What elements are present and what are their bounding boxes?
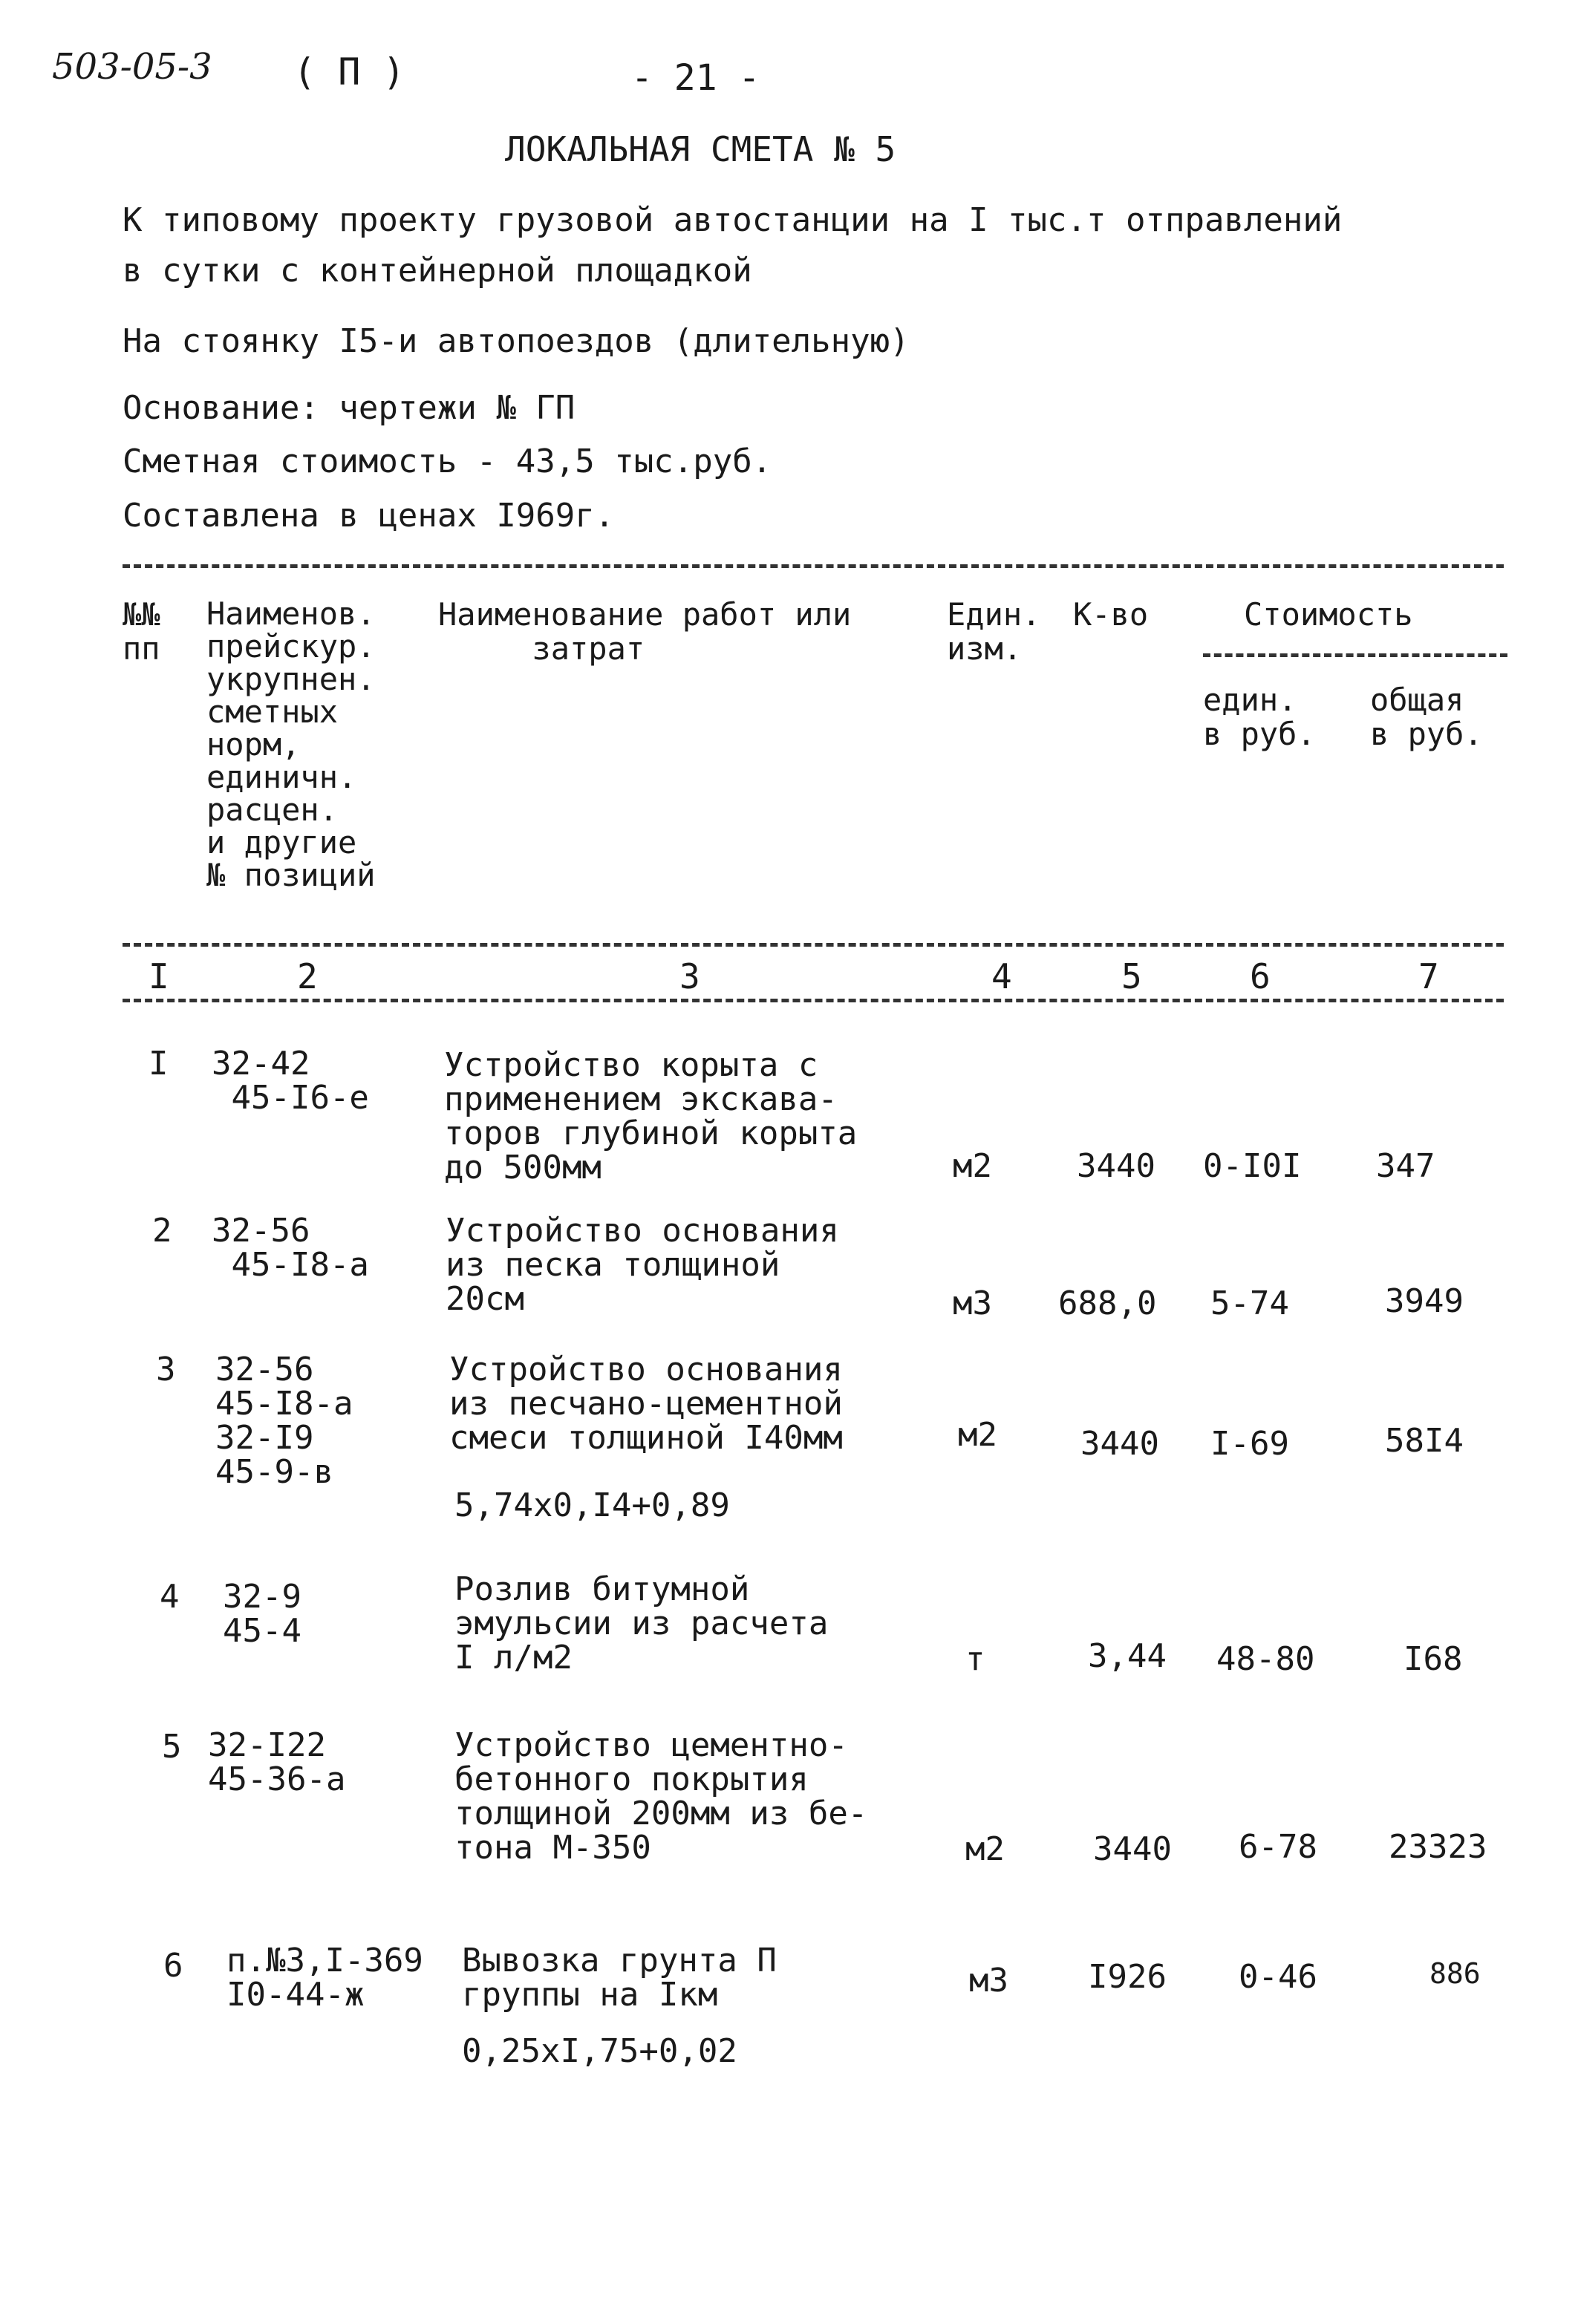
row-work-name: Устройство основания из песчано-цементной смеси толщиной I40мм: [449, 1351, 843, 1457]
col-number-4: 4: [991, 956, 1012, 996]
col-number-6: 6: [1250, 956, 1271, 996]
header-bottom-rule: [123, 943, 1504, 947]
row-calculation-note: 0,25хI,75+0,02: [462, 2032, 737, 2070]
row-unit-price: 48-80: [1216, 1640, 1315, 1678]
header-col-total: общая в руб.: [1370, 682, 1483, 752]
row-work-name: Устройство корыта с применением экскава- торов глубиной корыта до 500мм: [444, 1046, 858, 1187]
row-calculation-note: 5,74х0,I4+0,89: [454, 1486, 730, 1524]
intro-line-3: На стоянку I5-и автопоездов (длительную): [123, 322, 910, 360]
row-work-name: Вывозка грунта П группы на Iкм: [462, 1942, 777, 2014]
row-total: 58I4: [1385, 1422, 1464, 1460]
row-number: 5: [162, 1728, 182, 1766]
table-top-rule: [123, 564, 1504, 568]
row-total: I68: [1403, 1640, 1463, 1678]
row-total: 347: [1376, 1147, 1435, 1185]
row-code: 32-56 45-I8-а 32-I9 45-9-в: [215, 1351, 353, 1491]
row-unit: м2: [965, 1830, 1005, 1868]
document-title: ЛОКАЛЬНАЯ СМЕТА № 5: [505, 129, 896, 169]
page-number: - 21 -: [631, 57, 760, 99]
row-total: 3949: [1385, 1282, 1464, 1320]
row-unit-price: 5-74: [1210, 1285, 1289, 1322]
row-number: 6: [163, 1947, 183, 1985]
header-col-number: №№ пп: [123, 596, 160, 667]
row-quantity: 688,0: [1058, 1285, 1157, 1322]
intro-line-6: Составлена в ценах I969г.: [123, 497, 615, 535]
row-number: 2: [152, 1212, 172, 1250]
col-number-7: 7: [1418, 956, 1439, 996]
row-unit: м2: [953, 1147, 992, 1185]
header-cost-rule: [1203, 653, 1507, 657]
col-number-1: I: [149, 956, 169, 996]
header-col-qty: К-во: [1073, 596, 1149, 633]
header-col-code: Наименов. прейскур. укрупнен. сметных норм, единичн. расцен. и другие № позиций: [206, 595, 376, 893]
row-unit-price: 0-46: [1239, 1958, 1317, 1996]
intro-line-4: Основание: чертежи № ГП: [123, 389, 576, 427]
header-col-unit-price: един. в руб.: [1203, 682, 1316, 752]
row-quantity: 3440: [1093, 1830, 1172, 1868]
row-unit: м3: [953, 1285, 992, 1322]
col-number-2: 2: [297, 956, 318, 996]
col-number-3: 3: [679, 956, 700, 996]
row-quantity: 3440: [1077, 1147, 1155, 1185]
row-unit: м3: [969, 1962, 1008, 2000]
row-unit-price: 0-I0I: [1203, 1147, 1302, 1185]
intro-line-2: в сутки с контейнерной площадкой: [123, 252, 752, 290]
row-unit-price: 6-78: [1239, 1828, 1317, 1866]
header-col-unit: Един. изм.: [947, 596, 1041, 667]
row-code: 32-9 45-4: [223, 1578, 301, 1650]
row-quantity: 3440: [1080, 1425, 1159, 1463]
doc-code: 503-05-3: [52, 46, 212, 88]
row-unit: м2: [958, 1416, 997, 1454]
row-quantity: 3,44: [1088, 1637, 1167, 1675]
row-number: 4: [160, 1578, 180, 1616]
row-total: 886: [1429, 1957, 1481, 1990]
row-number: 3: [156, 1351, 176, 1388]
col-number-5: 5: [1121, 956, 1142, 996]
row-quantity: I926: [1088, 1958, 1167, 1996]
header-col-name: Наименование работ или затрат: [438, 596, 852, 667]
part-label: ( П ): [293, 50, 405, 94]
row-total: 23323: [1389, 1828, 1487, 1866]
row-work-name: Устройство цементно- бетонного покрытия толщиной 200мм из бе- тона М-350: [454, 1726, 868, 1867]
row-unit-price: I-69: [1210, 1425, 1289, 1463]
header-cost-group: Стоимость: [1244, 596, 1413, 633]
row-work-name: Розлив битумной эмульсии из расчета I л/м2: [454, 1570, 829, 1677]
column-numbers-rule: [123, 999, 1504, 1002]
row-code: 32-I22 45-36-а: [208, 1726, 346, 1798]
intro-line-5: Сметная стоимость - 43,5 тыс.руб.: [123, 443, 772, 480]
row-work-name: Устройство основания из песка толщиной 20см: [446, 1212, 839, 1318]
row-code: 32-56 45-I8-а: [212, 1212, 369, 1284]
row-code: 32-42 45-I6-е: [212, 1045, 369, 1117]
intro-line-1: К типовому проекту грузовой автостанции на I тыс.т отправлений: [123, 201, 1343, 239]
row-number: I: [149, 1045, 169, 1083]
row-code: п.№3,I-369 I0-44-ж: [226, 1942, 423, 2014]
row-unit: т: [965, 1640, 985, 1678]
